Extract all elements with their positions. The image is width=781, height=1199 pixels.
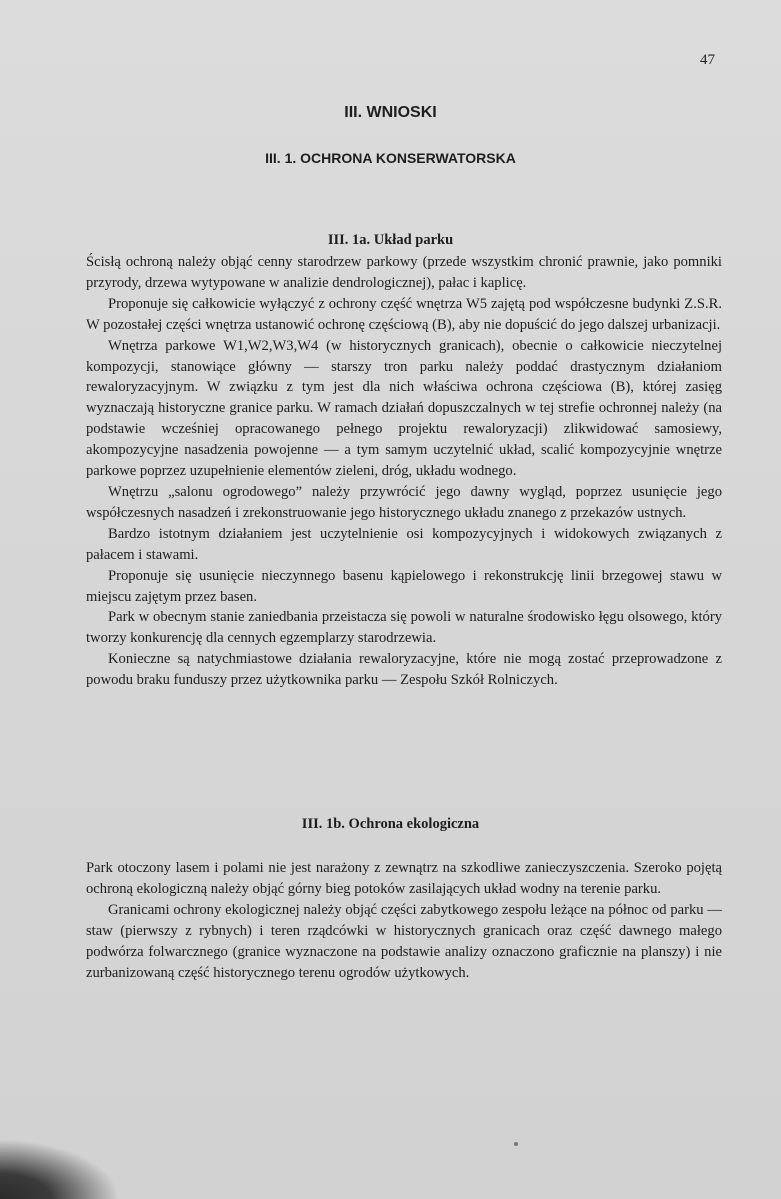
scan-speck: [514, 1142, 518, 1146]
paragraph: Bardzo istotnym działaniem jest uczytelnienie osi kompozycyjnych i widokowych związanych z pałacem i stawami.: [86, 525, 722, 563]
paragraph: Ścisłą ochroną należy objąć cenny starodrzew parkowy (przede wszystkim chronić prawnie, jako pomniki przyrody, drzewa wytypowane w analizie dendrologicznej), pałac i kaplicę.: [86, 254, 722, 291]
subsection-b-body: [86, 858, 722, 983]
paragraph: Konieczne są natychmiastowe działania rewaloryzacyjne, które nie mogą zostać przeprowadzone z powodu braku funduszy przez użytkownika parku — Zespołu Szkół Rolniczych.: [86, 651, 722, 689]
paragraph: Granicami ochrony ekologicznej należy objąć części zabytkowego zespołu leżące na północ od parku — staw (pierwszy z rybnych) i teren rządcówki w historycznych granicach oraz część dawnego małego podwórza folwarcznego (granice wyznaczone na podstawie analizy oznaczono graficznie na planszy) i nie zurbanizowaną część historycznego terenu ogrodów użytkowych.: [86, 901, 722, 981]
section-title: III. 1. OCHRONA KONSERWATORSKA: [265, 150, 516, 166]
paragraph: Proponuje się usunięcie nieczynnego basenu kąpielowego i rekonstrukcję linii brzegowej stawu w miejscu zajętym przez basen.: [86, 567, 722, 605]
subsection-a-body: [86, 252, 722, 691]
scan-shadow-corner: [0, 1139, 120, 1199]
paragraph: Park otoczony lasem i polami nie jest narażony z zewnątrz na szkodliwe zanieczyszczenia. Szeroko pojętą ochroną ekologiczną należy objąć górny bieg potoków zasilających układ wodny na terenie parku.: [86, 860, 722, 897]
paragraph: Wnętrzu „salonu ogrodowego” należy przywrócić jego dawny wygląd, poprzez usunięcie jego współczesnych nasadzeń i zrekonstruowanie jego historycznego układu znanego z przekazów ustnych.: [86, 483, 722, 521]
paragraph: Proponuje się całkowicie wyłączyć z ochrony część wnętrza W5 zajętą pod współczesne budynki Z.S.R. W pozostałej części wnętrza ustanowić ochronę częściową (B), aby nie dopuścić do jego dalszej urbanizacji.: [86, 295, 722, 333]
subsection-b-title: III. 1b. Ochrona ekologiczna: [301, 816, 480, 832]
chapter-title: III. WNIOSKI: [344, 104, 437, 121]
paragraph: Wnętrza parkowe W1,W2,W3,W4 (w historycznych granicach), obecnie o całkowicie nieczytelnej kompozycji, stanowiące główny — starszy tron parku należy poddać drastycznym działaniom rewaloryzacyjnym. W związku z tym jest dla nich właściwa ochrona częściowa (B), której zasięg wyznaczają historyczne granice parku. W ramach działań dopuszczalnych w tej strefie ochronnej należy (na podstawie wcześniej opracowanego pełnego projektu rewaloryzacji) zlikwidować samosiewy, akompozycyjne nasadzenia powojenne — a tym samym uczytelnić układ, scalić kompozycyjnie wnętrze parkowe poprzez uzupełnienie elementów zieleni, dróg, układu wodnego.: [86, 337, 722, 480]
paragraph: Park w obecnym stanie zaniedbania przeistacza się powoli w naturalne środowisko łęgu olsowego, który tworzy konkurencję dla cennych egzemplarzy starodrzewia.: [86, 609, 722, 647]
page-number: 47: [700, 52, 715, 68]
subsection-a-title: III. 1a. Układ parku: [327, 232, 454, 248]
